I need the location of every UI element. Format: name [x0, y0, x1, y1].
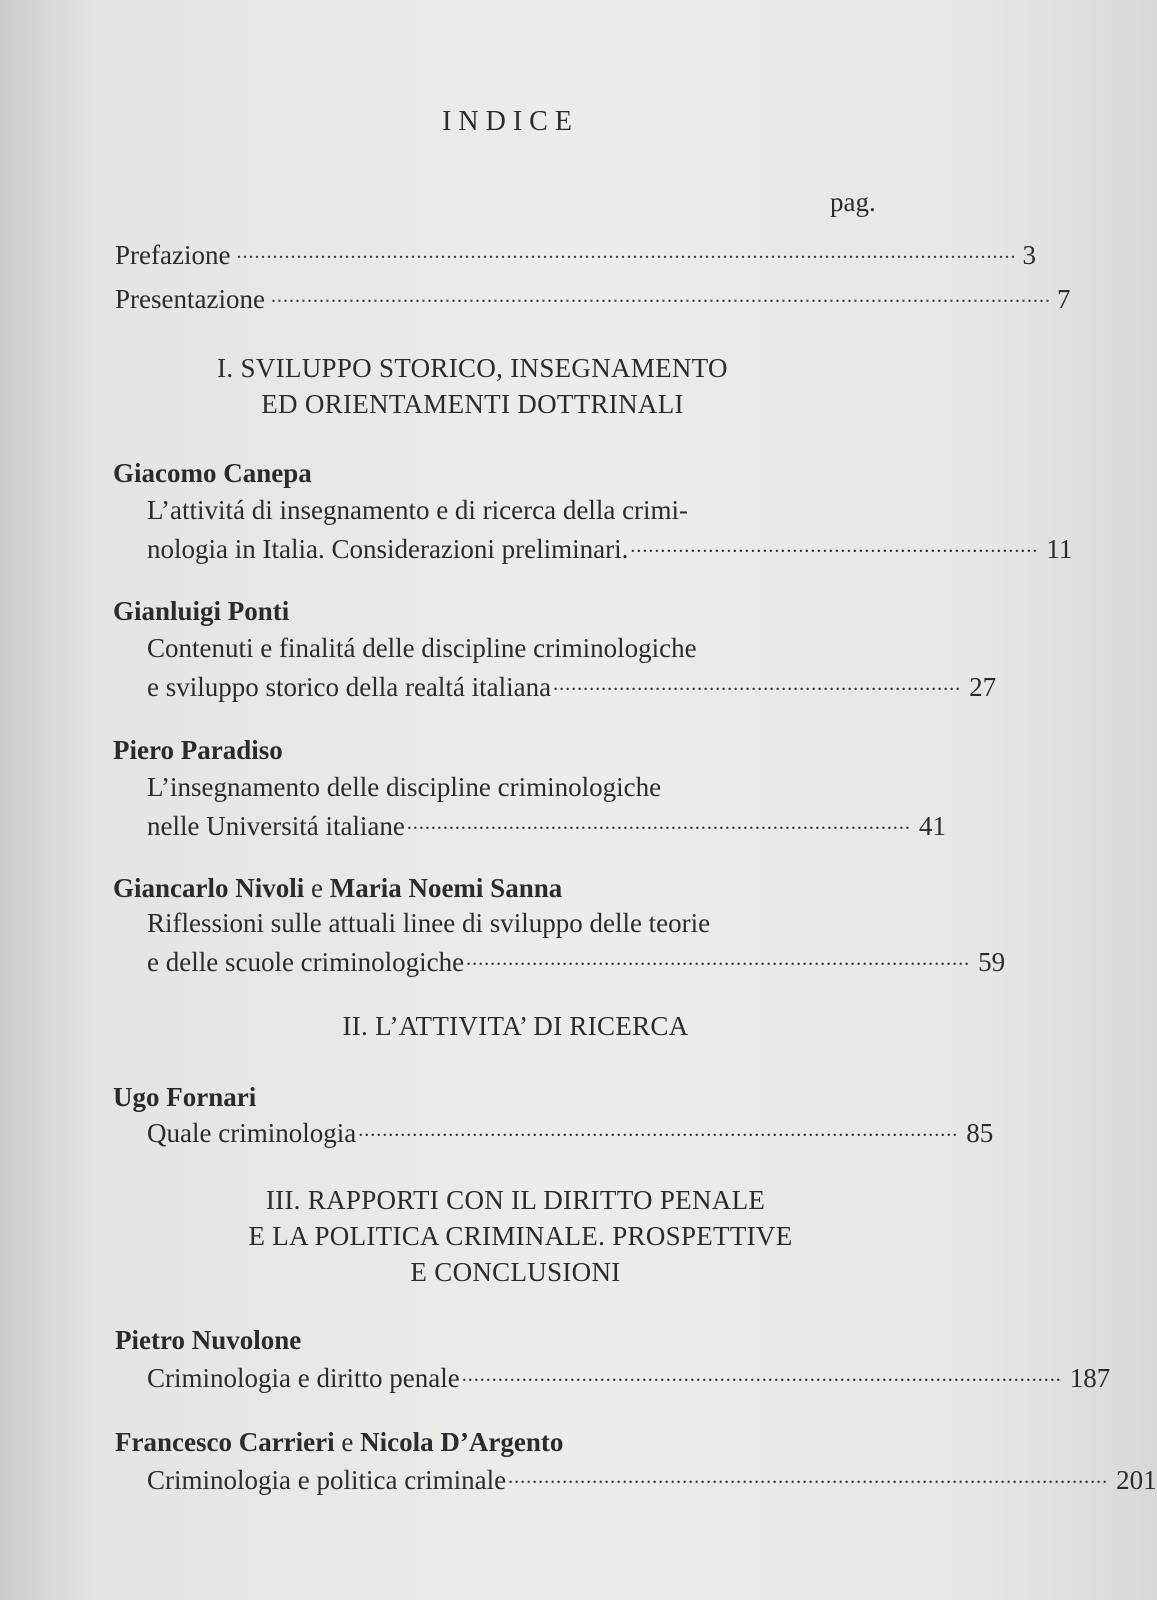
- entry-label: Presentazione: [115, 284, 265, 314]
- entry-description: [147, 769, 946, 844]
- entry-author: [113, 871, 562, 905]
- description-line: e sviluppo storico della realtá italiana: [147, 672, 552, 702]
- author-name: Giancarlo Nivoli: [113, 873, 305, 903]
- dot-leader: ..................................................................................................................................: [270, 285, 1051, 307]
- entry-page-number: 11: [1046, 534, 1073, 564]
- page-title: INDICE: [442, 106, 579, 137]
- entry-page-number: 41: [918, 811, 946, 841]
- author-conjunction: e: [341, 1427, 354, 1457]
- toc-entry-presentazione: [115, 280, 1071, 316]
- author-name: Giacomo Canepa: [113, 458, 312, 488]
- entry-author: [113, 1080, 256, 1114]
- author-name: Pietro Nuvolone: [115, 1325, 302, 1355]
- dot-leader: ....................................................................: [630, 535, 1039, 557]
- description-line: Criminologia e diritto penale: [147, 1363, 460, 1393]
- dot-leader: ..................................................................................................................................: [236, 241, 1017, 263]
- description-last-line: [147, 1459, 1157, 1498]
- entry-author: [113, 594, 289, 628]
- dot-leader: ....................................................................: [553, 673, 962, 695]
- author-name: Gianluigi Ponti: [113, 596, 290, 626]
- description-last-line: [147, 941, 1006, 980]
- description-line: L’attivitá di insegnamento e di ricerca della crimi-: [147, 495, 689, 525]
- description-line: Criminologia e politica criminale: [147, 1465, 507, 1495]
- author-name: Nicola D’Argento: [360, 1427, 564, 1457]
- author-name: Piero Paradiso: [113, 735, 283, 765]
- entry-label: Prefazione: [115, 240, 231, 270]
- description-line: e delle scuole criminologiche: [147, 947, 465, 977]
- author-name: Maria Noemi Sanna: [329, 873, 563, 903]
- entry-page-number: 201: [1116, 1465, 1157, 1495]
- description-line: Contenuti e finalitá delle discipline criminologiche: [147, 633, 697, 663]
- author-name: Francesco Carrieri: [115, 1427, 335, 1457]
- description-last-line: [147, 528, 1073, 567]
- section-heading-2: [0, 1008, 1021, 1044]
- entry-page-number: 85: [966, 1118, 994, 1148]
- section-line: ED ORIENTAMENTI DOTTRINALI: [261, 389, 684, 419]
- entry-page-number: 3: [1022, 240, 1036, 270]
- author-conjunction: e: [311, 873, 323, 903]
- description-last-line: [147, 666, 997, 705]
- description-last-line: [147, 1112, 994, 1151]
- entry-author: [113, 733, 283, 767]
- entry-description: [147, 1459, 1157, 1498]
- description-line: nelle Universitá italiane: [147, 811, 405, 841]
- description-line: nologia in Italia. Considerazioni preliminari.: [147, 534, 629, 564]
- entry-page-number: 27: [969, 672, 997, 702]
- section-line: I. SVILUPPO STORICO, INSEGNAMENTO: [217, 353, 728, 383]
- entry-description: [147, 905, 1006, 980]
- section-heading-1: [0, 350, 1021, 422]
- description-line: Quale criminologia: [147, 1118, 357, 1148]
- dot-leader: ....................................................................................................: [358, 1119, 959, 1141]
- section-heading-3: [0, 1182, 1021, 1290]
- entry-author: [115, 1425, 563, 1459]
- dot-leader: ....................................................................................: [406, 812, 911, 834]
- section-line: E LA POLITICA CRIMINALE. PROSPETTIVE: [248, 1221, 793, 1251]
- entry-description: [147, 1357, 1111, 1396]
- entry-page-number: 187: [1069, 1363, 1111, 1393]
- entry-description: [147, 1112, 994, 1151]
- section-line: E CONCLUSIONI: [410, 1257, 621, 1287]
- entry-author: [113, 456, 312, 490]
- entry-page-number: 59: [978, 947, 1006, 977]
- description-last-line: [147, 805, 946, 844]
- description-last-line: [147, 1357, 1111, 1396]
- dot-leader: ....................................................................................................: [461, 1364, 1062, 1386]
- entry-description: [147, 630, 997, 705]
- author-name: Ugo Fornari: [113, 1082, 257, 1112]
- entry-page-number: 7: [1056, 284, 1071, 314]
- toc-entry-prefazione: [115, 236, 1036, 272]
- description-line: L’insegnamento delle discipline criminologiche: [147, 772, 662, 802]
- entry-author: [115, 1323, 301, 1357]
- description-line: Riflessioni sulle attuali linee di sviluppo delle teorie: [147, 908, 711, 938]
- dot-leader: ....................................................................................................: [508, 1466, 1109, 1488]
- page-column-label: pag.: [830, 187, 876, 217]
- section-line: III. RAPPORTI CON IL DIRITTO PENALE: [265, 1185, 766, 1215]
- dot-leader: ....................................................................................: [466, 948, 971, 970]
- entry-description: [147, 492, 1073, 567]
- section-line: II. L’ATTIVITA’ DI RICERCA: [342, 1011, 689, 1041]
